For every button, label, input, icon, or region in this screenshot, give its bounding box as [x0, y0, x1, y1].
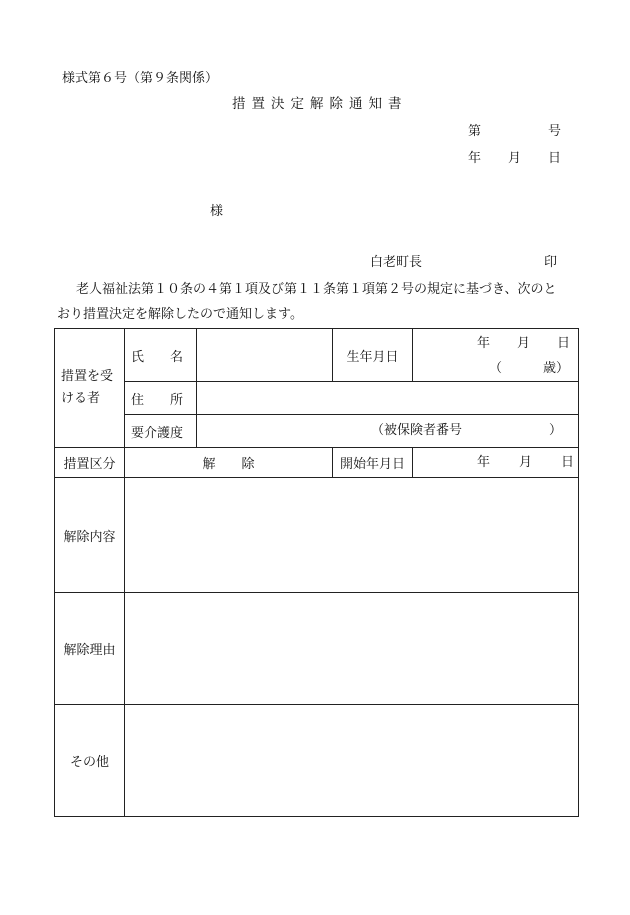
measure-type-value: 解 除 — [125, 448, 333, 478]
recipient-label-line2: ける者 — [61, 391, 101, 406]
issuer-name: 白老町長 — [370, 255, 423, 270]
doc-number-suffix: 号 — [548, 124, 562, 139]
document-title: 措置決定解除通知書 — [232, 96, 408, 112]
start-date-label: 開始年月日 — [333, 448, 413, 478]
address-label: 住 所 — [125, 382, 197, 415]
cancel-content-label: 解除内容 — [55, 478, 125, 593]
cancel-reason-label: 解除理由 — [55, 593, 125, 705]
cancel-content-field[interactable] — [125, 478, 579, 593]
age-open-paren: （ — [489, 361, 503, 376]
body-line-1: 老人福祉法第１０条の４第１項及び第１１条第１項第２号の規定に基づき、次のと — [76, 282, 557, 297]
issue-date-day: 日 — [548, 151, 562, 166]
start-day: 日 — [561, 455, 575, 470]
care-level-field[interactable] — [197, 415, 579, 448]
address-field[interactable] — [197, 382, 579, 415]
care-level-label: 要介護度 — [125, 415, 197, 448]
name-label: 氏 名 — [125, 329, 197, 382]
birth-year: 年 — [477, 336, 491, 351]
body-line-2: おり措置決定を解除したので通知します。 — [57, 307, 303, 322]
insured-number-label: （被保険者番号 — [371, 423, 463, 438]
age-close: 歳） — [543, 361, 570, 376]
start-date-cell[interactable] — [413, 448, 579, 478]
form-reference: 様式第６号（第９条関係） — [62, 71, 219, 86]
birth-month: 月 — [517, 336, 531, 351]
issue-date-month: 月 — [508, 151, 522, 166]
addressee-suffix: 様 — [210, 204, 224, 219]
name-field[interactable] — [197, 329, 333, 382]
measure-type-label: 措置区分 — [55, 448, 125, 478]
cancel-reason-field[interactable] — [125, 593, 579, 705]
birth-day: 日 — [557, 336, 571, 351]
start-month: 月 — [519, 455, 533, 470]
start-year: 年 — [477, 455, 491, 470]
seal-mark: 印 — [544, 255, 558, 270]
issue-date-year: 年 — [468, 151, 482, 166]
other-label: その他 — [55, 705, 125, 817]
other-field[interactable] — [125, 705, 579, 817]
doc-number-prefix: 第 — [468, 124, 482, 139]
birthdate-label: 生年月日 — [333, 329, 413, 382]
insured-number-close: ） — [549, 423, 563, 438]
birthdate-cell[interactable] — [413, 329, 579, 382]
notification-form-table — [54, 328, 579, 817]
recipient-label-line1: 措置を受 — [61, 369, 114, 384]
recipient-label-cell — [55, 329, 125, 448]
